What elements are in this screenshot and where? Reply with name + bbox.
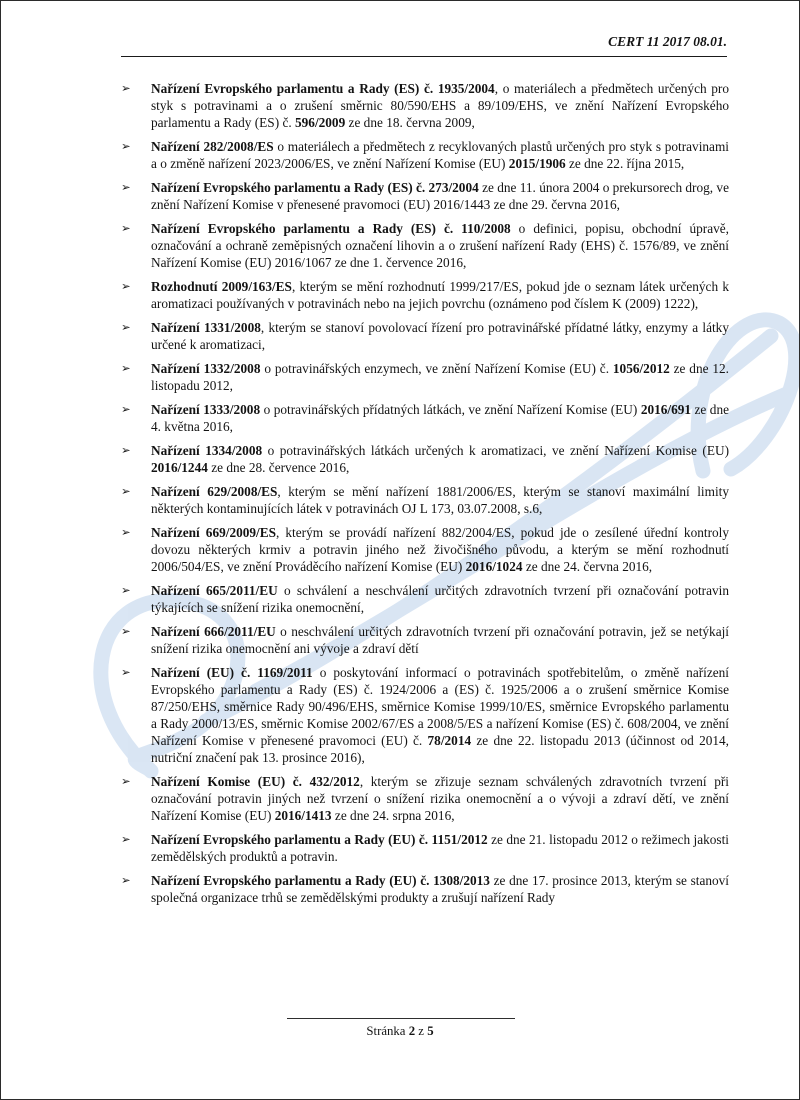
list-item — [121, 138, 729, 172]
list-item — [121, 319, 729, 353]
regulation-text: Nařízení Evropského parlamentu a Rady (EU) č. 1308/2013 ze dne 17. prosince 2013, kterým se stanoví společná organizace trhů se zemědělskými produkty a zrušují nařízení Rady — [151, 873, 729, 905]
list-item — [121, 401, 729, 435]
list-item — [121, 442, 729, 476]
regulation-text: Nařízení 669/2009/ES, kterým se provádí nařízení 882/2004/ES, pokud jde o zesílené úřední kontroly dovozu některých krmiv a potravin jiného než živočišného původu, a kterým se mění rozhodnutí 2006/504/ES, ve znění Prováděcího nařízení Komise (EU) 2016/1024 ze dne 24. června 2016, — [151, 525, 729, 574]
list-item — [121, 360, 729, 394]
arrow-bullet-icon: ➢ — [121, 180, 131, 194]
arrow-bullet-icon: ➢ — [121, 139, 131, 153]
regulation-text: Nařízení 282/2008/ES o materiálech a předmětech z recyklovaných plastů určených pro styk s potravinami a o změně nařízení 2023/2006/ES, ve znění Nařízení Komise (EU) 2015/1906 ze dne 22. října 2015, — [151, 139, 729, 171]
arrow-bullet-icon: ➢ — [121, 361, 131, 375]
list-item — [121, 179, 729, 213]
footer-text: Stránka 2 z 5 — [366, 1024, 434, 1038]
regulation-text: Nařízení 629/2008/ES, kterým se mění nařízení 1881/2006/ES, kterým se stanoví maximální limity některých kontaminujících látek v potravinách OJ L 173, 03.07.2008, s.6, — [151, 484, 729, 516]
regulation-text: Nařízení 1331/2008, kterým se stanoví povolovací řízení pro potravinářské přídatné látky, enzymy a látky určené k aromatizaci, — [151, 320, 729, 352]
arrow-bullet-icon: ➢ — [121, 320, 131, 334]
arrow-bullet-icon: ➢ — [121, 624, 131, 638]
arrow-bullet-icon: ➢ — [121, 832, 131, 846]
list-item — [121, 80, 729, 131]
regulation-text: Nařízení Evropského parlamentu a Rady (ES) č. 110/2008 o definici, popisu, obchodní úpravě, označování a ochraně zeměpisných označení lihovin a o zrušení nařízení Rady (EHS) č. 1576/89, ve znění Nařízení Komise (EU) 2016/1067 ze dne 1. července 2016, — [151, 221, 729, 270]
page-header — [121, 34, 727, 50]
list-item — [121, 664, 729, 766]
list-item — [121, 278, 729, 312]
arrow-bullet-icon: ➢ — [121, 774, 131, 788]
list-item — [121, 524, 729, 575]
regulation-text: Rozhodnutí 2009/163/ES, kterým se mění rozhodnutí 1999/217/ES, pokud jde o seznam látek určených k aromatizaci používaných v potravinách nebo na jejich povrchu (oznámeno pod číslem K (2009) 1222), — [151, 279, 729, 311]
arrow-bullet-icon: ➢ — [121, 665, 131, 679]
arrow-bullet-icon: ➢ — [121, 525, 131, 539]
arrow-bullet-icon: ➢ — [121, 221, 131, 235]
regulation-text: Nařízení Evropského parlamentu a Rady (EU) č. 1151/2012 ze dne 21. listopadu 2012 o režimech jakosti zemědělských produktů a potravin. — [151, 832, 729, 864]
list-item — [121, 831, 729, 865]
arrow-bullet-icon: ➢ — [121, 81, 131, 95]
regulation-text: Nařízení Evropského parlamentu a Rady (ES) č. 1935/2004, o materiálech a předmětech určených pro styk s potravinami a o zrušení směrnic 80/590/EHS a 89/109/EHS, ve znění Nařízení Evropského parlamentu a Rady (ES) č. 596/2009 ze dne 18. června 2009, — [151, 81, 729, 130]
list-item — [121, 623, 729, 657]
regulation-text: Nařízení 665/2011/EU o schválení a neschválení určitých zdravotních tvrzení při označování potravin týkajících se snížení rizika onemocnění, — [151, 583, 729, 615]
footer-divider — [287, 1018, 515, 1019]
regulation-text: Nařízení 1333/2008 o potravinářských přídatných látkách, ve znění Nařízení Komise (EU) 2016/691 ze dne 4. května 2016, — [151, 402, 729, 434]
arrow-bullet-icon: ➢ — [121, 484, 131, 498]
arrow-bullet-icon: ➢ — [121, 873, 131, 887]
list-item — [121, 872, 729, 906]
regulation-text: Nařízení 666/2011/EU o neschválení určitých zdravotních tvrzení při označování potravin, jež se netýkají snížení rizika onemocnění ani vývoje a zdraví dětí — [151, 624, 729, 656]
regulation-text: Nařízení Evropského parlamentu a Rady (ES) č. 273/2004 ze dne 11. února 2004 o prekursorech drog, ve znění Nařízení Komise v přenesené pravomoci (EU) 2016/1443 ze dne 29. června 2016, — [151, 180, 729, 212]
arrow-bullet-icon: ➢ — [121, 583, 131, 597]
regulation-list — [121, 80, 729, 913]
document-reference: CERT 11 2017 08.01. — [608, 34, 727, 49]
list-item — [121, 582, 729, 616]
regulation-text: Nařízení 1332/2008 o potravinářských enzymech, ve znění Nařízení Komise (EU) č. 1056/2012 ze dne 12. listopadu 2012, — [151, 361, 729, 393]
regulation-text: Nařízení 1334/2008 o potravinářských látkách určených k aromatizaci, ve znění Nařízení Komise (EU) 2016/1244 ze dne 28. července 2016, — [151, 443, 730, 475]
list-item — [121, 773, 729, 824]
header-divider — [121, 56, 727, 57]
page-footer — [1, 1024, 799, 1039]
arrow-bullet-icon: ➢ — [121, 402, 131, 416]
list-item — [121, 220, 729, 271]
arrow-bullet-icon: ➢ — [121, 443, 131, 457]
list-item — [121, 483, 729, 517]
regulation-text: Nařízení Komise (EU) č. 432/2012, kterým se zřizuje seznam schválených zdravotních tvrzení při označování potravin jiných než tvrzení o snížení rizika onemocnění a o vývoji a zdraví dětí, ve znění Nařízení Komise (EU) 2016/1413 ze dne 24. srpna 2016, — [151, 774, 730, 823]
regulation-text: Nařízení (EU) č. 1169/2011 o poskytování informací o potravinách spotřebitelům, o změně nařízení Evropského parlamentu a Rady (ES) č. 1924/2006 a (ES) č. 1925/2006 a o zrušení směrnice Komise 87/250/EHS, směrnice Rady 90/496/EHS, směrnice Komise 1999/10/ES, směrnice Evropského parlamentu a Rady 2000/13/ES, směrnic Komise 2002/67/ES a 2008/5/ES a nařízení Komise (ES) č. 608/2004, ve znění Nařízení Komise v přenesené pravomoci (EU) č. 78/2014 ze dne 22. listopadu 2013 (účinnost od 2014, nutriční značení pak 13. prosince 2016), — [151, 665, 730, 765]
arrow-bullet-icon: ➢ — [121, 279, 131, 293]
